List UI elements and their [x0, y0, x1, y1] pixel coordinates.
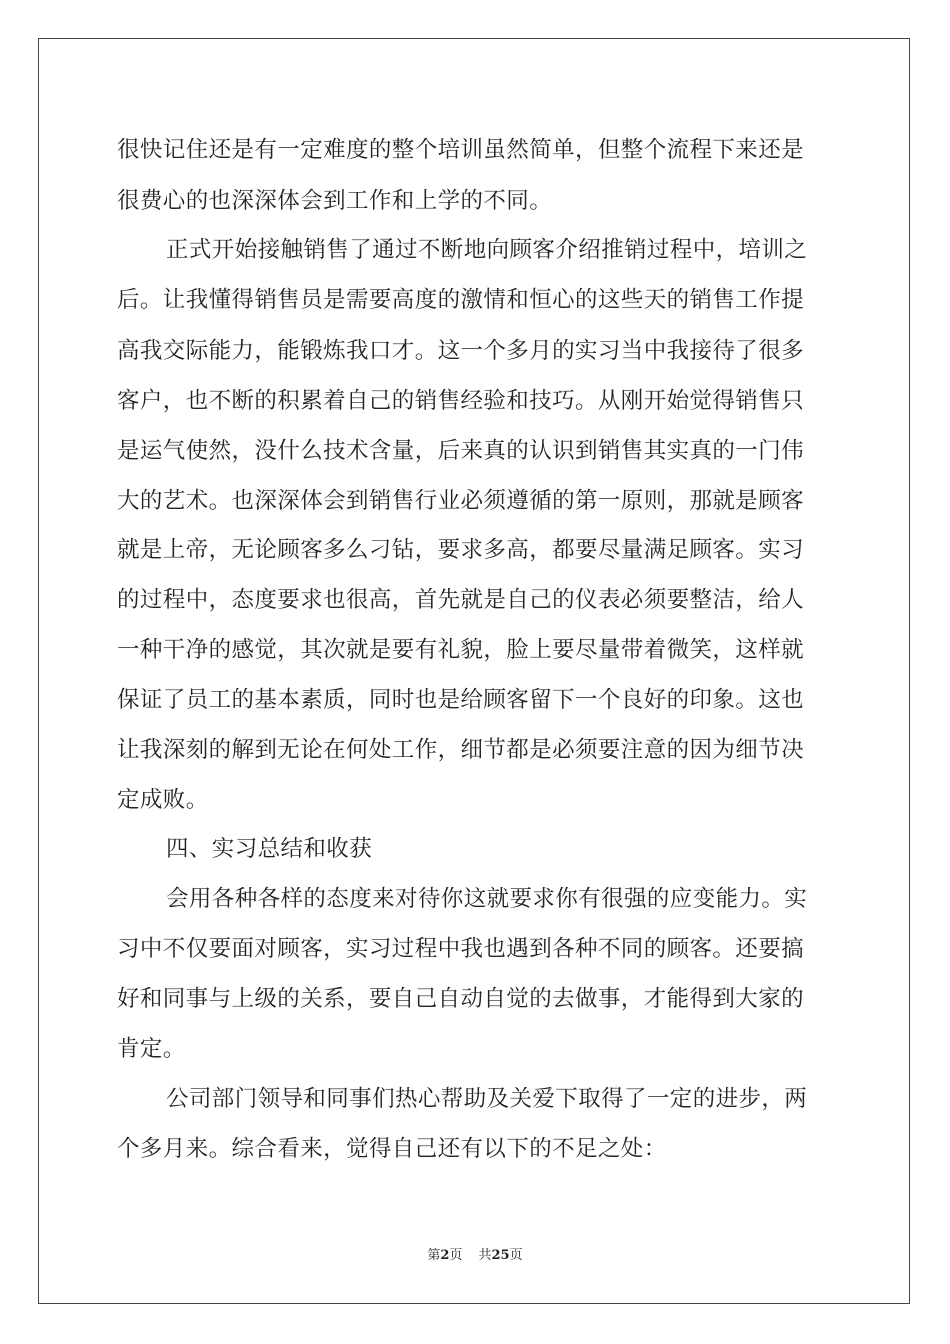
page-number: 2 [440, 1248, 450, 1263]
body-text-line: 的过程中，态度要求也很高，首先就是自己的仪表必须要整洁，给人 [117, 587, 805, 613]
paragraph-first-line: 正式开始接触销售了通过不断地向顾客介绍推销过程中，培训之 [166, 237, 808, 263]
section-heading: 四、实习总结和收获 [166, 836, 373, 862]
body-text-line: 高我交际能力，能锻炼我口才。这一个多月的实习当中我接待了很多 [117, 338, 805, 364]
body-text-line: 肯定。 [117, 1036, 186, 1062]
body-text-line: 就是上帝，无论顾客多么刁钻，要求多高，都要尽量满足顾客。实习 [117, 537, 805, 563]
body-text-line: 是运气使然，没什么技术含量，后来真的认识到销售其实真的一门伟 [117, 438, 805, 464]
page-footer [0, 1247, 950, 1265]
total-pages: 25 [491, 1248, 510, 1263]
body-text-line: 习中不仅要面对顾客，实习过程中我也遇到各种不同的顾客。还要搞 [117, 936, 805, 962]
body-text-line: 客户，也不断的积累着自己的销售经验和技巧。从刚开始觉得销售只 [117, 388, 805, 414]
body-text-line: 一种干净的感觉，其次就是要有礼貌，脸上要尽量带着微笑，这样就 [117, 637, 805, 663]
page-suffix: 页 [449, 1248, 463, 1263]
body-text-line: 保证了员工的基本素质，同时也是给顾客留下一个良好的印象。这也 [117, 687, 805, 713]
body-text-line: 大的艺术。也深深体会到销售行业必须遵循的第一原则，那就是顾客 [117, 488, 805, 514]
body-text-line: 好和同事与上级的关系，要自己自动自觉的去做事，才能得到大家的 [117, 986, 805, 1012]
body-text-line: 很快记住还是有一定难度的整个培训虽然简单，但整个流程下来还是 [117, 137, 805, 163]
body-text-line: 定成败。 [117, 787, 209, 813]
page-border [38, 38, 910, 1304]
total-prefix: 共 [478, 1248, 492, 1263]
paragraph-first-line: 公司部门领导和同事们热心帮助及关爱下取得了一定的进步，两 [166, 1086, 808, 1112]
page-prefix: 第 [427, 1248, 441, 1263]
total-suffix: 页 [509, 1248, 523, 1263]
body-text-line: 后。让我懂得销售员是需要高度的激情和恒心的这些天的销售工作提 [117, 287, 805, 313]
paragraph-first-line: 会用各种各样的态度来对待你这就要求你有很强的应变能力。实 [166, 886, 808, 912]
body-text-line: 很费心的也深深体会到工作和上学的不同。 [117, 188, 553, 214]
body-text-line: 让我深刻的解到无论在何处工作，细节都是必须要注意的因为细节决 [117, 737, 805, 763]
body-text-line: 个多月来。综合看来，觉得自己还有以下的不足之处： [117, 1136, 667, 1162]
